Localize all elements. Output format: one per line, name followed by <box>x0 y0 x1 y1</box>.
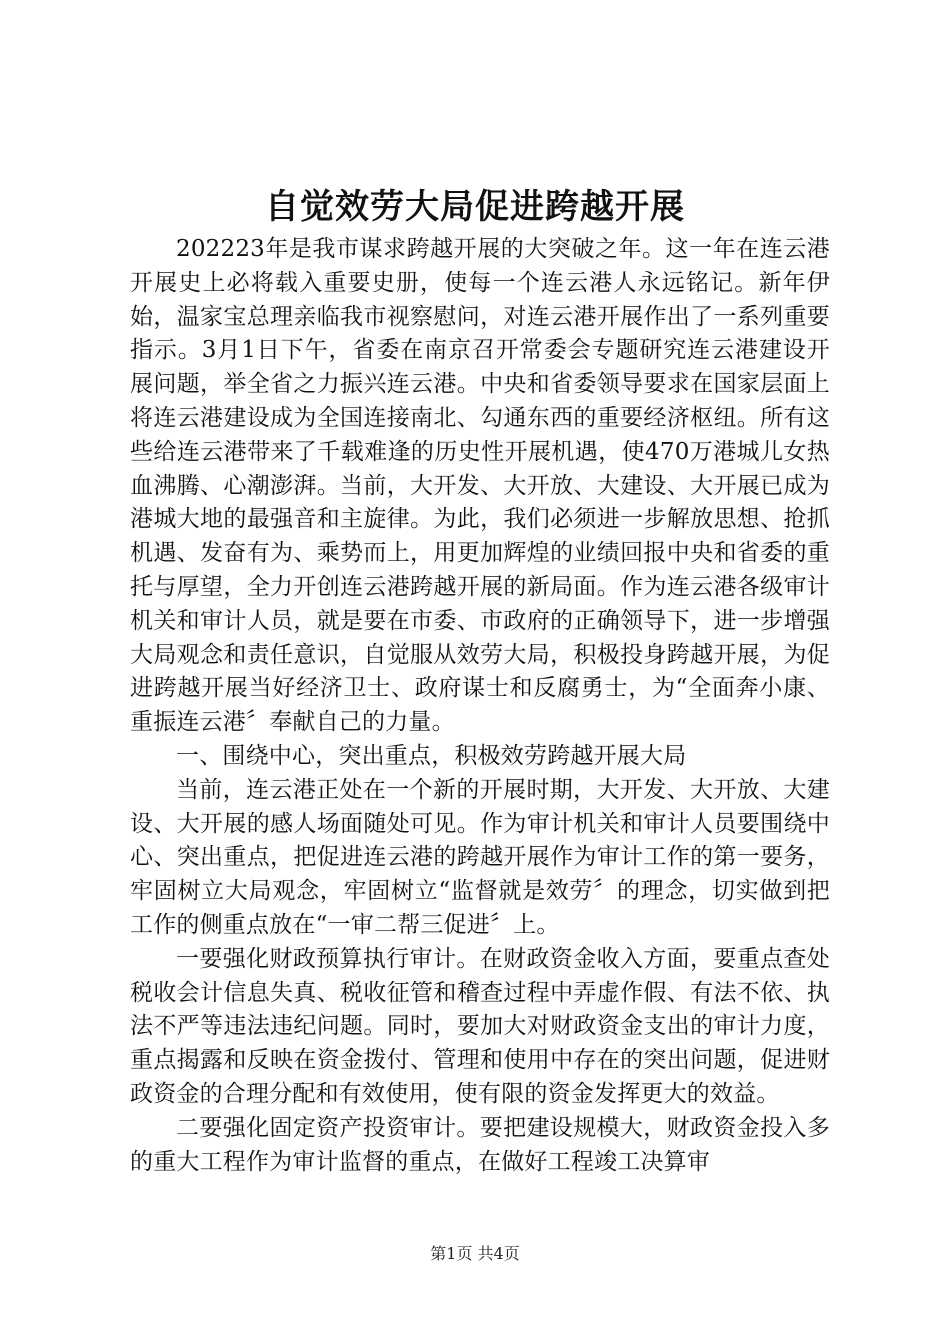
page-footer: 第1页 共4页 <box>430 1244 520 1263</box>
document-body <box>130 233 830 1179</box>
paragraph-section-1: 当前，连云港正处在一个新的开展时期，大开发、大开放、大建设、大开展的感人场面随处可见。作为审计机关和审计人员要围绕中心、突出重点，把促进连云港的跨越开展作为审计工作的第一要务，牢固树立大局观念，牢固树立“监督就是效劳〞的理念，切实做到把工作的侧重点放在“一审二帮三促进〞上。 <box>130 776 830 938</box>
paragraph-investment-audit: 二要强化固定资产投资审计。要把建设规模大，财政资金投入多的重大工程作为审计监督的重点，在做好工程竣工决算审 <box>130 1114 830 1175</box>
paragraph-intro: 202223年是我市谋求跨越开展的大突破之年。这一年在连云港开展史上必将载入重要史册，使每一个连云港人永远铭记。新年伊始，温家宝总理亲临我市视察慰问，对连云港开展作出了一系列重要指示。3月1日下午，省委在南京召开常委会专题研究连云港建设开展问题，举全省之力振兴连云港。中央和省委领导要求在国家层面上将连云港建设成为全国连接南北、勾通东西的重要经济枢纽。所有这些给连云港带来了千载难逢的历史性开展机遇，使470万港城儿女热血沸腾、心潮澎湃。当前，大开发、大开放、大建设、大开展已成为港城大地的最强音和主旋律。为此，我们必须进一步解放思想、抢抓机遇、发奋有为、乘势而上，用更加辉煌的业绩回报中央和省委的重托与厚望，全力开创连云港跨越开展的新局面。作为连云港各级审计机关和审计人员，就是要在市委、市政府的正确领导下，进一步增强大局观念和责任意识，自觉服从效劳大局，积极投身跨越开展，为促进跨越开展当好经济卫士、政府谋士和反腐勇士，为“全面奔小康、重振连云港〞奉献自己的力量。 <box>130 236 830 736</box>
section-heading-1: 一、围绕中心，突出重点，积极效劳跨越开展大局 <box>176 742 687 769</box>
document-title: 自觉效劳大局促进跨越开展 <box>265 187 685 227</box>
paragraph-fiscal-audit: 一要强化财政预算执行审计。在财政资金收入方面，要重点查处税收会计信息失真、税收征管和稽查过程中弄虚作假、有法不依、执法不严等违法违纪问题。同时，要加大对财政资金支出的审计力度，重点揭露和反映在资金拨付、管理和使用中存在的突出问题，促进财政资金的合理分配和有效使用，使有限的资金发挥更大的效益。 <box>130 945 830 1107</box>
